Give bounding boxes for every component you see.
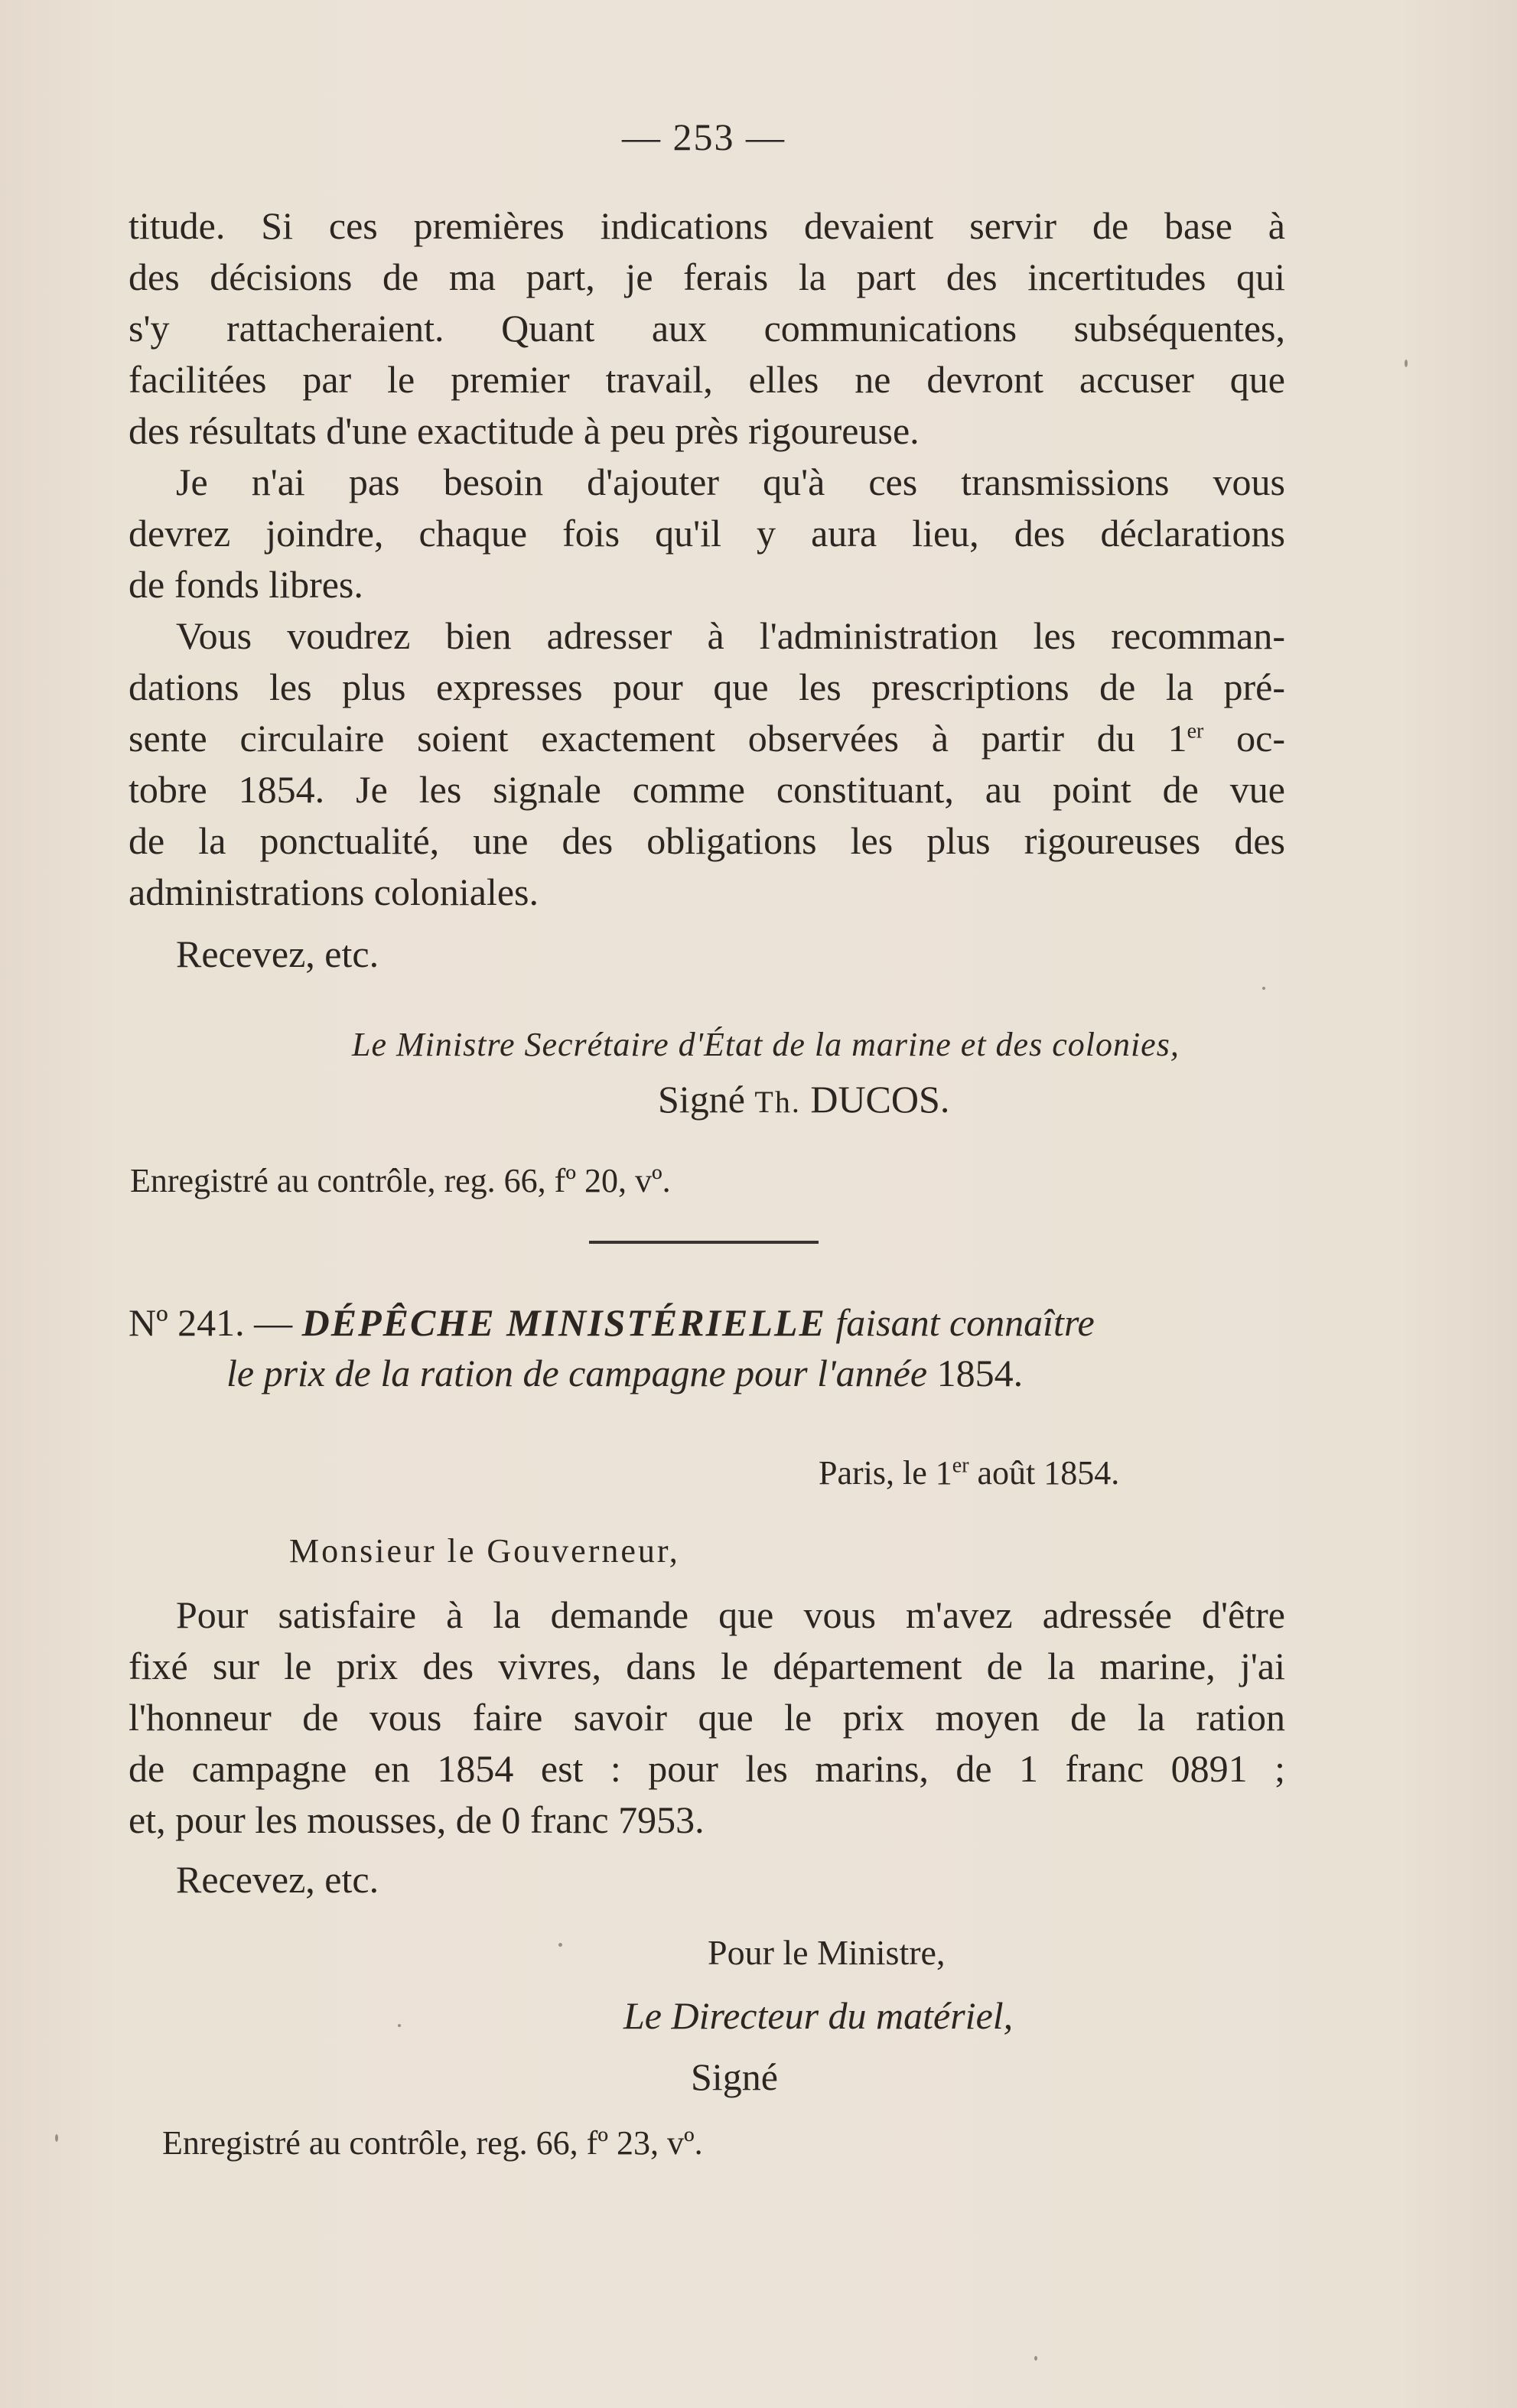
- text-line: administrations coloniales.: [129, 870, 539, 913]
- dateline: [819, 1453, 1119, 1492]
- text-line: de la ponctualité, une des obligations les plus rigoureuses des: [129, 819, 1285, 862]
- text-line: Vous voudrez bien adresser à l'administration les recomman-: [176, 614, 1285, 657]
- registration-note-2: Enregistré au contrôle, reg. 66, fº 23, vº.: [162, 2124, 703, 2162]
- text-line: dations les plus expresses pour que les prescriptions de la pré-: [129, 665, 1285, 708]
- superscript: er: [1187, 719, 1204, 744]
- closing-formula-2: Recevez, etc.: [176, 1858, 379, 1901]
- text-line: tobre 1854. Je les signale comme constituant, au point de vue: [129, 768, 1285, 811]
- signed-label: Signé: [658, 1078, 755, 1121]
- document-number: Nº 241. —: [129, 1301, 302, 1344]
- paragraph-2: [129, 457, 1285, 610]
- text-line: et, pour les mousses, de 0 franc 7953.: [129, 1798, 705, 1841]
- document-subject-line2: [129, 1348, 1291, 1398]
- letter-body: [129, 1590, 1285, 1846]
- paper-speck: [1405, 360, 1408, 367]
- text-line: de campagne en 1854 est : pour les marins, de 1 franc 0891 ;: [129, 1747, 1285, 1790]
- text-line: Je n'ai pas besoin d'ajouter qu'à ces transmissions vous: [176, 460, 1285, 503]
- paper-speck: [1034, 2356, 1037, 2361]
- text-line: fixé sur le prix des vivres, dans le département de la marine, j'ai: [129, 1645, 1285, 1687]
- text-line: des décisions de ma part, je ferais la part des incertitudes qui: [129, 255, 1285, 298]
- text-line: Pour satisfaire à la demande que vous m'avez adressée d'être: [176, 1593, 1285, 1636]
- closing-formula: Recevez, etc.: [176, 932, 379, 975]
- signature-for-minister: Pour le Ministre,: [708, 1933, 946, 1972]
- paragraph-4: [129, 1590, 1285, 1846]
- text-line-with-sup: [129, 713, 1285, 764]
- text-line: l'honneur de vous faire savoir que le prix moyen de la ration: [129, 1696, 1285, 1739]
- letter-body-continued: [129, 200, 1285, 918]
- document-subject: faisant connaître: [825, 1301, 1095, 1344]
- date-sup: er: [952, 1453, 969, 1478]
- text-line: de fonds libres.: [129, 563, 363, 606]
- name-initial: Th.: [754, 1085, 801, 1119]
- text-fragment: oc-: [1203, 717, 1286, 760]
- text-line: des résultats d'une exactitude à peu près rigoureuse.: [129, 409, 920, 452]
- paper-speck: [558, 1943, 562, 1947]
- name-surname: DUCOS.: [800, 1078, 950, 1121]
- signatory-name: [658, 1077, 949, 1121]
- text-line: titude. Si ces premières indications devaient servir de base à: [129, 204, 1285, 247]
- document-subject-cont: le prix de la ration de campagne pour l'année: [226, 1352, 937, 1394]
- section-divider: [589, 1241, 819, 1244]
- paper-speck: [1262, 987, 1265, 990]
- paragraph-1: [129, 200, 1285, 457]
- page-number: — 253 —: [622, 116, 786, 158]
- signature-director: Le Directeur du matériel,: [623, 1994, 1014, 2037]
- signature-signed: Signé: [691, 2055, 778, 2098]
- date-suffix: août 1854.: [968, 1454, 1120, 1492]
- salutation: Monsieur le Gouverneur,: [289, 1532, 680, 1570]
- document-year: 1854.: [936, 1352, 1024, 1394]
- signatory-title: Le Ministre Secrétaire d'État de la marine et des colonies,: [352, 1026, 1180, 1063]
- document-type: DÉPÊCHE MINISTÉRIELLE: [301, 1301, 826, 1344]
- text-fragment: sente circulaire soient exactement observées à partir du 1: [129, 717, 1187, 760]
- paper-speck: [398, 2024, 401, 2027]
- text-line: facilitées par le premier travail, elles ne devront accuser que: [129, 358, 1285, 401]
- text-line: devrez joindre, chaque fois qu'il y aura lieu, des déclarations: [129, 512, 1285, 555]
- document-heading: [129, 1297, 1291, 1398]
- registration-note: Enregistré au contrôle, reg. 66, fº 20, vº.: [130, 1162, 671, 1199]
- paragraph-3: [129, 610, 1285, 918]
- text-line: s'y rattacheraient. Quant aux communications subséquentes,: [129, 307, 1285, 350]
- paper-speck: [55, 2134, 58, 2142]
- date-prefix: Paris, le 1: [819, 1454, 952, 1492]
